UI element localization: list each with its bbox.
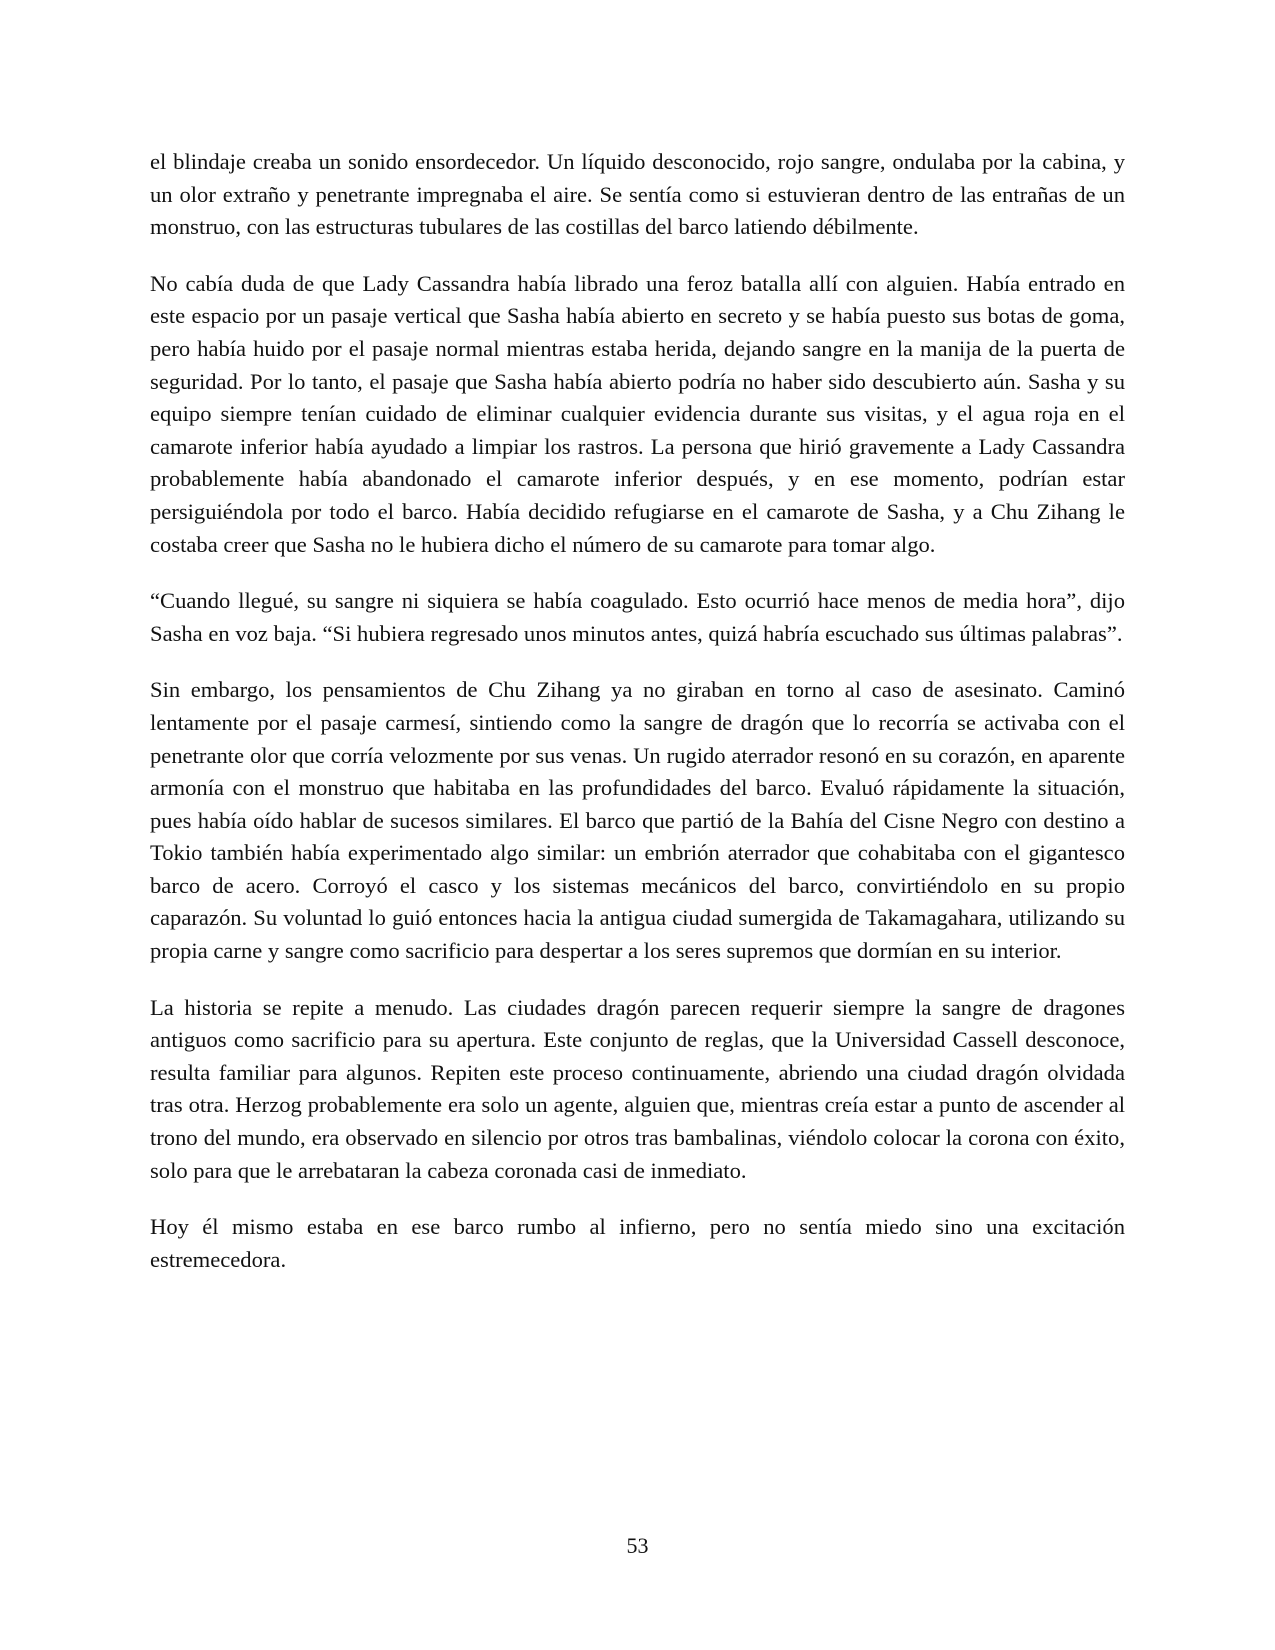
paragraph-5: La historia se repite a menudo. Las ciudades dragón parecen requerir siempre la sangre de dragones antiguos como sacrificio para su apertura. Este conjunto de reglas, que la Universidad Cassell desconoce, resulta familiar para algunos. Repiten este proceso continuamente, abriendo una ciudad dragón olvidada tras otra. Herzog probablemente era solo un agente, alguien que, mientras creía estar a punto de ascender al trono del mundo, era observado en silencio por otros tras bambalinas, viéndolo colocar la corona con éxito, solo para que le arrebataran la cabeza coronada casi de inmediato. [150, 994, 1125, 1183]
page-number: 53 [626, 1533, 649, 1558]
paragraph-3: “Cuando llegué, su sangre ni siquiera se había coagulado. Esto ocurrió hace menos de media hora”, dijo Sasha en voz baja. “Si hubiera regresado unos minutos antes, quizá habría escuchado sus últimas palabras”. [150, 588, 1125, 646]
paragraph-4: Sin embargo, los pensamientos de Chu Zihang ya no giraban en torno al caso de asesinato. Caminó lentamente por el pasaje carmesí, sintiendo como la sangre de dragón que lo recorría se activaba con el penetrante olor que corría velozmente por sus venas. Un rugido aterrador resonó en su corazón, en aparente armonía con el monstruo que habitaba en las profundidades del barco. Evaluó rápidamente la situación, pues había oído hablar de sucesos similares. El barco que partió de la Bahía del Cisne Negro con destino a Tokio también había experimentado algo similar: un embrión aterrador que cohabitaba con el gigantesco barco de acero. Corroyó el casco y los sistemas mecánicos del barco, convirtiéndolo en su propio caparazón. Su voluntad lo guió entonces hacia la antigua ciudad sumergida de Takamagahara, utilizando su propia carne y sangre como sacrificio para despertar a los seres supremos que dormían en su interior. [150, 677, 1125, 964]
paragraph-2: No cabía duda de que Lady Cassandra había librado una feroz batalla allí con alguien. Había entrado en este espacio por un pasaje vertical que Sasha había abierto en secreto y se había puesto sus botas de goma, pero había huido por el pasaje normal mientras estaba herida, dejando sangre en la manija de la puerta de seguridad. Por lo tanto, el pasaje que Sasha había abierto podría no haber sido descubierto aún. Sasha y su equipo siempre tenían cuidado de eliminar cualquier evidencia durante sus visitas, y el agua roja en el camarote inferior había ayudado a limpiar los rastros. La persona que hirió gravemente a Lady Cassandra probablemente había abandonado el camarote inferior después, y en ese momento, podrían estar persiguiéndola por todo el barco. Había decidido refugiarse en el camarote de Sasha, y a Chu Zihang le costaba creer que Sasha no le hubiera dicho el número de su camarote para tomar algo. [150, 270, 1125, 557]
paragraph-1: el blindaje creaba un sonido ensordecedor. Un líquido desconocido, rojo sangre, ondulaba por la cabina, y un olor extraño y penetrante impregnaba el aire. Se sentía como si estuvieran dentro de las entrañas de un monstruo, con las estructuras tubulares de las costillas del barco latiendo débilmente. [150, 149, 1125, 240]
body-text [150, 146, 1125, 1276]
paragraph-6: Hoy él mismo estaba en ese barco rumbo al infierno, pero no sentía miedo sino una excitación estremecedora. [150, 1214, 1125, 1272]
